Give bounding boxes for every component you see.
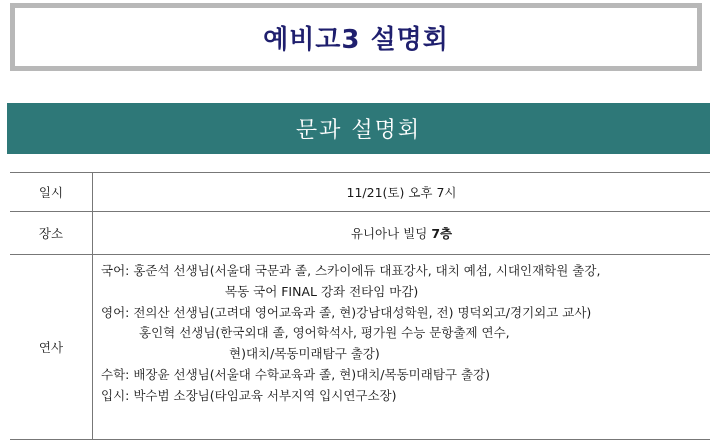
speaker-list xyxy=(93,255,711,440)
speaker-line: 홍인혁 선생님(한국외대 졸, 영어학석사, 평가원 수능 문항출제 연수, xyxy=(139,325,510,341)
table-row-datetime xyxy=(10,173,710,212)
table-row-venue xyxy=(10,212,710,255)
venue-floor: 7층 xyxy=(431,226,453,241)
speaker-line: 목동 국어 FINAL 강좌 전타임 마감) xyxy=(225,283,419,299)
row-label-datetime: 일시 xyxy=(10,173,93,212)
speaker-line: 현)대치/목동미래탐구 출강) xyxy=(229,346,380,362)
row-value-datetime: 11/21(토) 오후 7시 xyxy=(93,173,711,212)
info-table xyxy=(10,172,710,440)
row-value-venue xyxy=(93,212,711,255)
section-banner xyxy=(7,103,710,154)
speaker-line: 수학: 배장윤 선생님(서울대 수학교육과 졸, 현)대치/목동미래탐구 출강) xyxy=(101,366,490,382)
speaker-line: 영어: 전의산 선생님(고려대 영어교육과 졸, 현)강남대성학원, 전) 명덕외고/경기외고 교사) xyxy=(101,304,592,320)
page-title: 예비고3 설명회 xyxy=(263,24,449,55)
table-row-speakers xyxy=(10,255,710,440)
speaker-line: 입시: 박수범 소장님(타임교육 서부지역 입시연구소장) xyxy=(101,387,397,403)
speaker-line: 국어: 홍준석 선생님(서울대 국문과 졸, 스카이에듀 대표강사, 대치 예섬, 시대인재학원 출강, xyxy=(101,263,601,278)
title-box xyxy=(10,3,702,71)
row-label-venue: 장소 xyxy=(10,212,93,255)
banner-title: 문과 설명회 xyxy=(295,118,422,143)
row-label-speakers: 연사 xyxy=(10,255,93,440)
venue-name: 유니아나 빌딩 xyxy=(350,226,432,241)
